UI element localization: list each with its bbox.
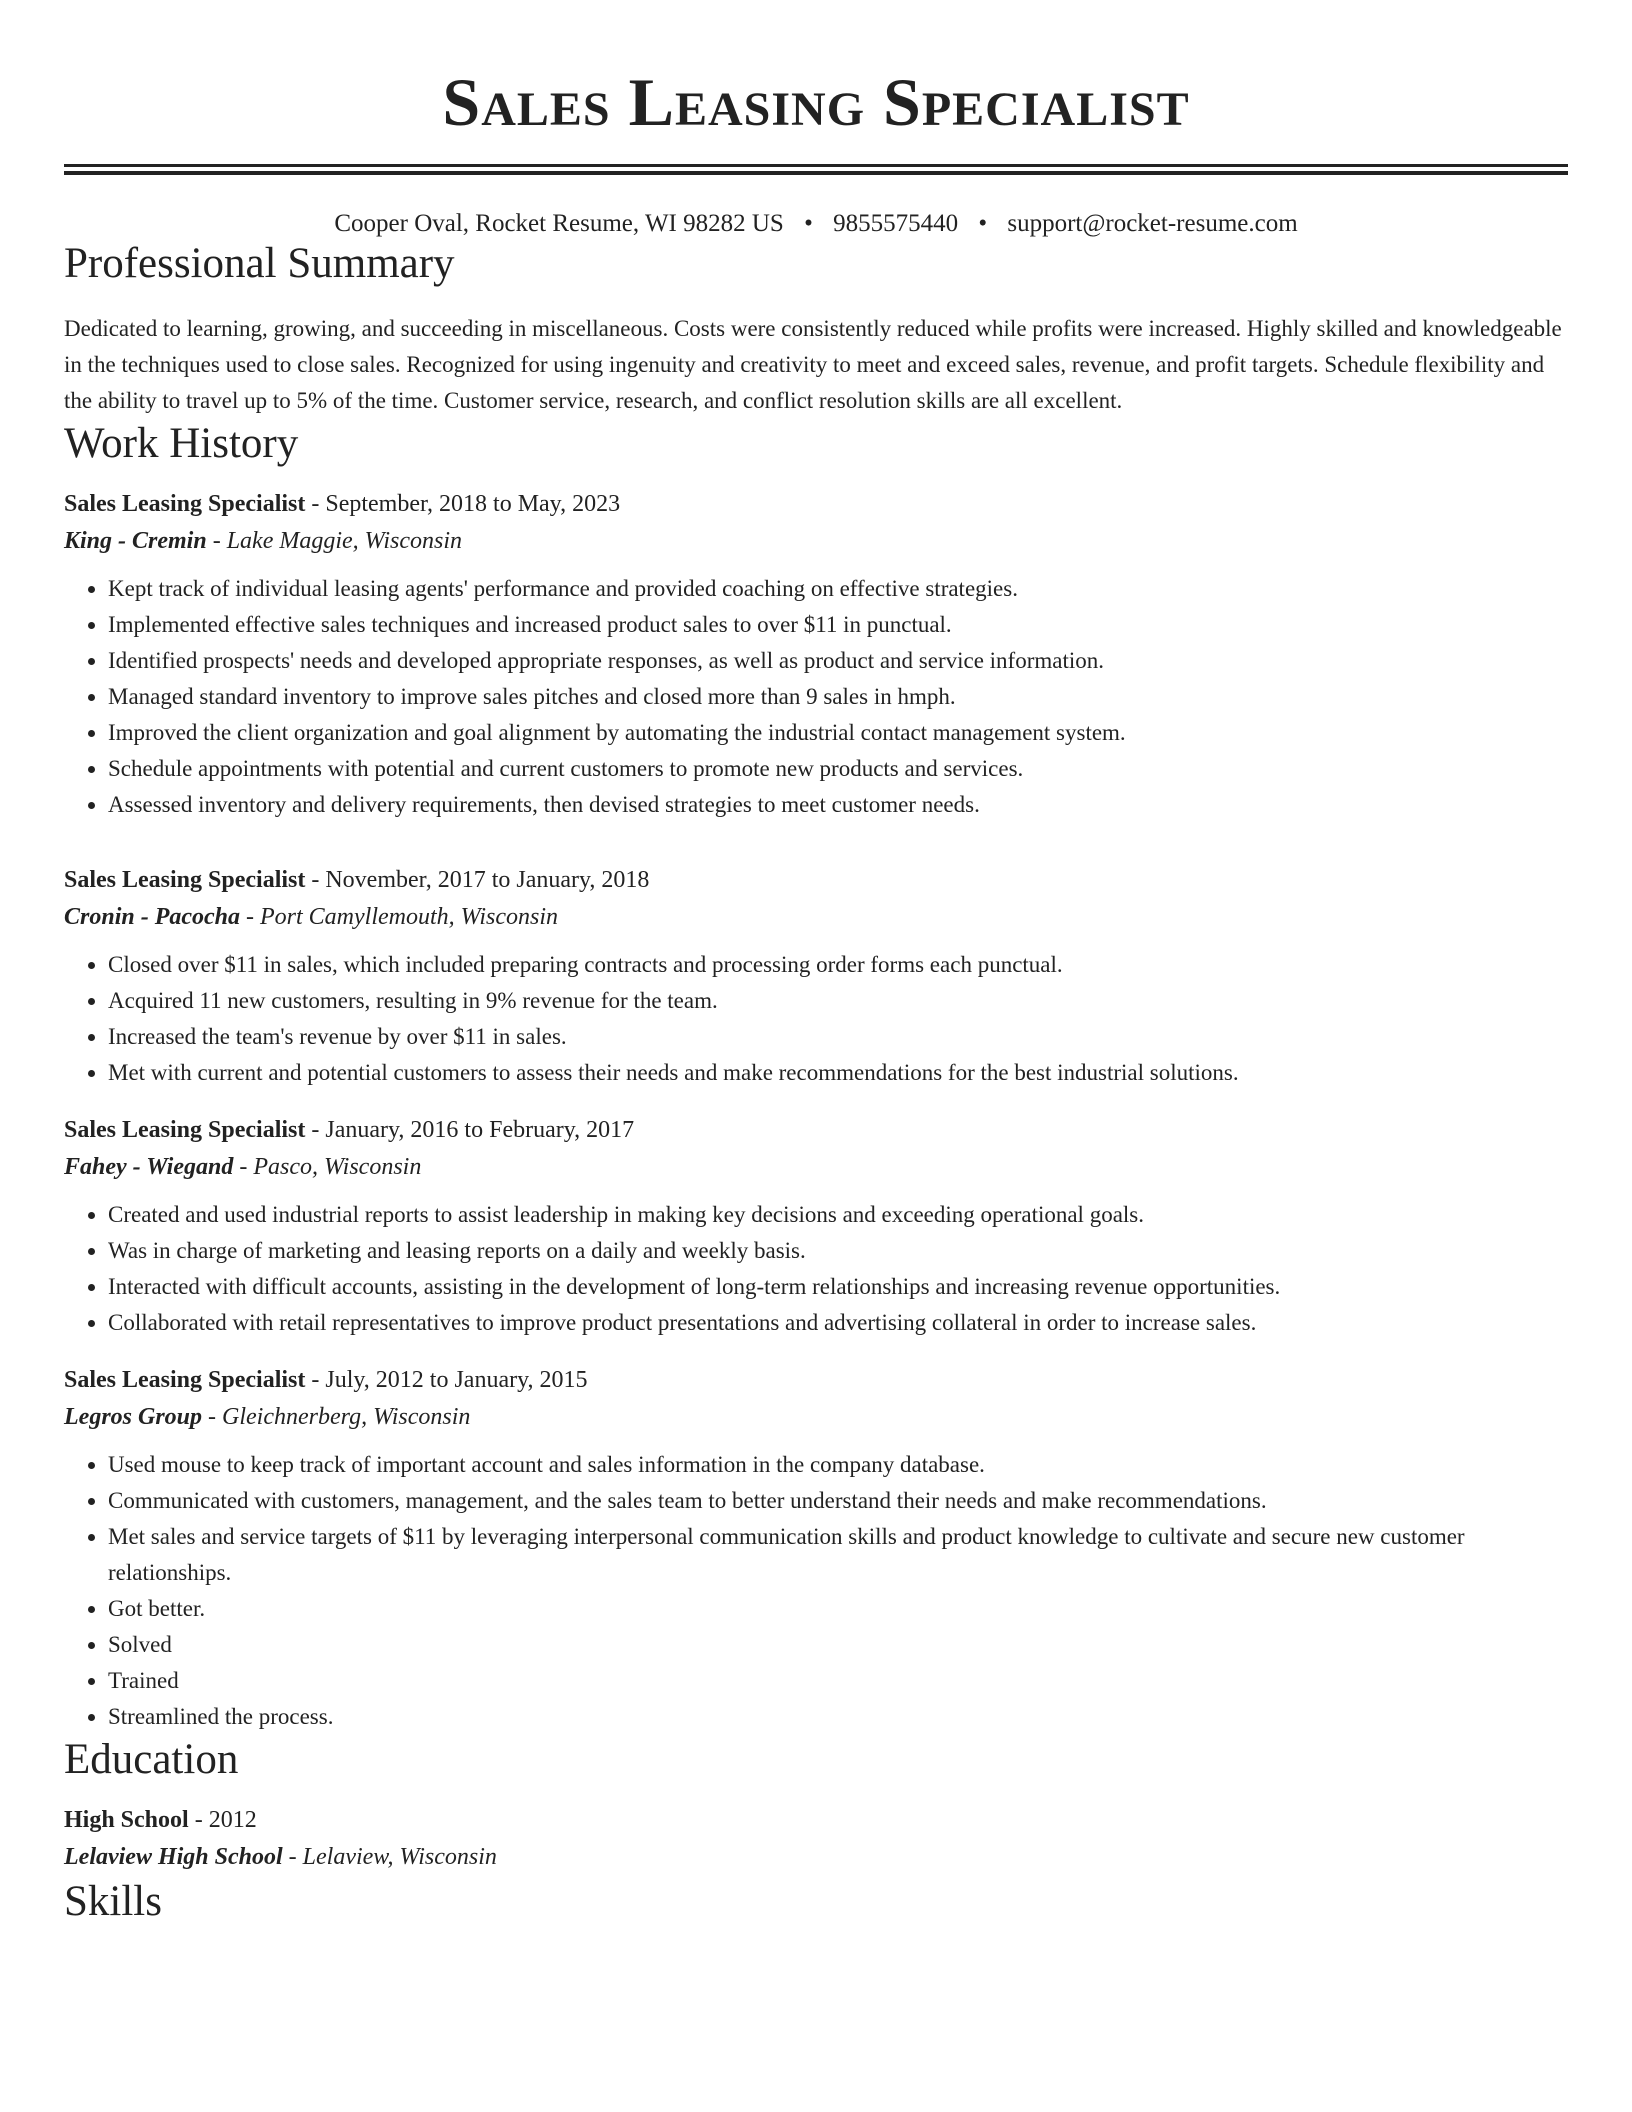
job-bullet: • Met with current and potential customers to assess their needs and make recommendations for the best industrial solutions.: [108, 1055, 1568, 1091]
education-school-line: [64, 1837, 1568, 1877]
job-dates: - January, 2016 to February, 2017: [305, 1117, 635, 1143]
job-dates: - July, 2012 to January, 2015: [305, 1367, 588, 1393]
job-company: Cronin - Pacocha: [64, 904, 241, 930]
job-location: - Gleichnerberg, Wisconsin: [202, 1404, 471, 1430]
skills-heading: Skills: [64, 1878, 162, 1925]
job-entry: [64, 1363, 1568, 1735]
summary-text: Dedicated to learning, growing, and succeeding in miscellaneous. Costs were consistently reduced while profits were increased. Highly skilled and knowledgeable in the techniques used to close sales. Recognized for using ingenuity and creativity to meet and exceed sales, revenue, and profit targets. Schedule flexibility and the ability to travel up to 5% of the time. Customer service, research, and conflict resolution skills are all excellent.: [64, 316, 1562, 413]
job-bullet: • Acquired 11 new customers, resulting in 9% revenue for the team.: [108, 983, 1568, 1019]
job-title: Sales Leasing Specialist: [64, 491, 306, 517]
job-bullet: • Solved: [108, 1627, 1568, 1663]
contact-phone: 9855575440: [833, 210, 959, 237]
job-bullet: • Trained: [108, 1663, 1568, 1699]
work-history-list: [64, 487, 1568, 1735]
job-bullet: • Closed over $11 in sales, which included preparing contracts and processing order forms each punctual.: [108, 947, 1568, 983]
work-history-heading: Work History: [64, 420, 299, 467]
job-bullet: • Met sales and service targets of $11 by leveraging interpersonal communication skills and product knowledge to cultivate and secure new customer relationships.: [108, 1519, 1568, 1591]
education-location: - Lelaview, Wisconsin: [282, 1844, 497, 1870]
contact-separator: •: [978, 210, 988, 237]
job-bullet-list: [64, 571, 1568, 823]
job-bullet: • Got better.: [108, 1591, 1568, 1627]
job-location: - Lake Maggie, Wisconsin: [206, 528, 462, 554]
summary-heading: Professional Summary: [64, 240, 455, 287]
contact-email: support@rocket-resume.com: [1007, 210, 1298, 237]
education-heading: Education: [64, 1736, 239, 1783]
education-degree: High School: [64, 1807, 189, 1833]
job-location: - Pasco, Wisconsin: [233, 1154, 422, 1180]
job-company: King - Cremin: [64, 528, 207, 554]
job-title-line: [64, 1363, 1568, 1397]
job-title-line: [64, 487, 1568, 521]
page-title: Sales Leasing Specialist: [442, 64, 1190, 140]
job-entry: [64, 1113, 1568, 1341]
education-school: Lelaview High School: [64, 1844, 283, 1870]
job-bullet: • Streamlined the process.: [108, 1699, 1568, 1735]
job-company-line: [64, 897, 1568, 937]
job-bullet: • Implemented effective sales techniques and increased product sales to over $11 in punctual.: [108, 607, 1568, 643]
job-bullet: • Used mouse to keep track of important account and sales information in the company database.: [108, 1447, 1568, 1483]
job-company-line: [64, 1147, 1568, 1187]
education-year: - 2012: [188, 1807, 257, 1833]
title-divider: [64, 164, 1568, 175]
job-entry: [64, 487, 1568, 823]
job-bullet: • Increased the team's revenue by over $11 in sales.: [108, 1019, 1568, 1055]
job-bullet: • Kept track of individual leasing agents' performance and provided coaching on effective strategies.: [108, 571, 1568, 607]
job-company: Fahey - Wiegand: [64, 1154, 234, 1180]
job-entry: [64, 863, 1568, 1091]
education-degree-line: [64, 1803, 1568, 1837]
job-bullet: • Communicated with customers, management, and the sales team to better understand their needs and make recommendations.: [108, 1483, 1568, 1519]
job-dates: - September, 2018 to May, 2023: [305, 491, 621, 517]
job-bullet: • Assessed inventory and delivery requirements, then devised strategies to meet customer needs.: [108, 787, 1568, 823]
job-title: Sales Leasing Specialist: [64, 1117, 306, 1143]
job-company-line: [64, 1397, 1568, 1437]
contact-separator: •: [804, 210, 813, 237]
job-title: Sales Leasing Specialist: [64, 867, 306, 893]
job-bullet: • Collaborated with retail representatives to improve product presentations and advertising collateral in order to increase sales.: [108, 1305, 1568, 1341]
job-bullet: • Improved the client organization and goal alignment by automating the industrial contact management system.: [108, 715, 1568, 751]
job-company: Legros Group: [64, 1404, 203, 1430]
job-title-line: [64, 863, 1568, 897]
job-bullet: • Interacted with difficult accounts, assisting in the development of long-term relationships and increasing revenue opportunities.: [108, 1269, 1568, 1305]
job-location: - Port Camyllemouth, Wisconsin: [240, 904, 558, 930]
job-company-line: [64, 521, 1568, 561]
job-dates: - November, 2017 to January, 2018: [305, 867, 650, 893]
job-bullet-list: [64, 947, 1568, 1091]
job-bullet-list: [64, 1197, 1568, 1341]
job-title: Sales Leasing Specialist: [64, 1367, 306, 1393]
job-bullet: • Created and used industrial reports to assist leadership in making key decisions and exceeding operational goals.: [108, 1197, 1568, 1233]
job-bullet: • Managed standard inventory to improve sales pitches and closed more than 9 sales in hmph.: [108, 679, 1568, 715]
job-bullet: • Schedule appointments with potential and current customers to promote new products and services.: [108, 751, 1568, 787]
job-bullet-list: [64, 1447, 1568, 1735]
contact-address: Cooper Oval, Rocket Resume, WI 98282 US: [334, 210, 784, 237]
job-bullet: • Was in charge of marketing and leasing reports on a daily and weekly basis.: [108, 1233, 1568, 1269]
job-bullet: • Identified prospects' needs and developed appropriate responses, as well as product and service information.: [108, 643, 1568, 679]
contact-line: [64, 209, 1568, 239]
job-title-line: [64, 1113, 1568, 1147]
